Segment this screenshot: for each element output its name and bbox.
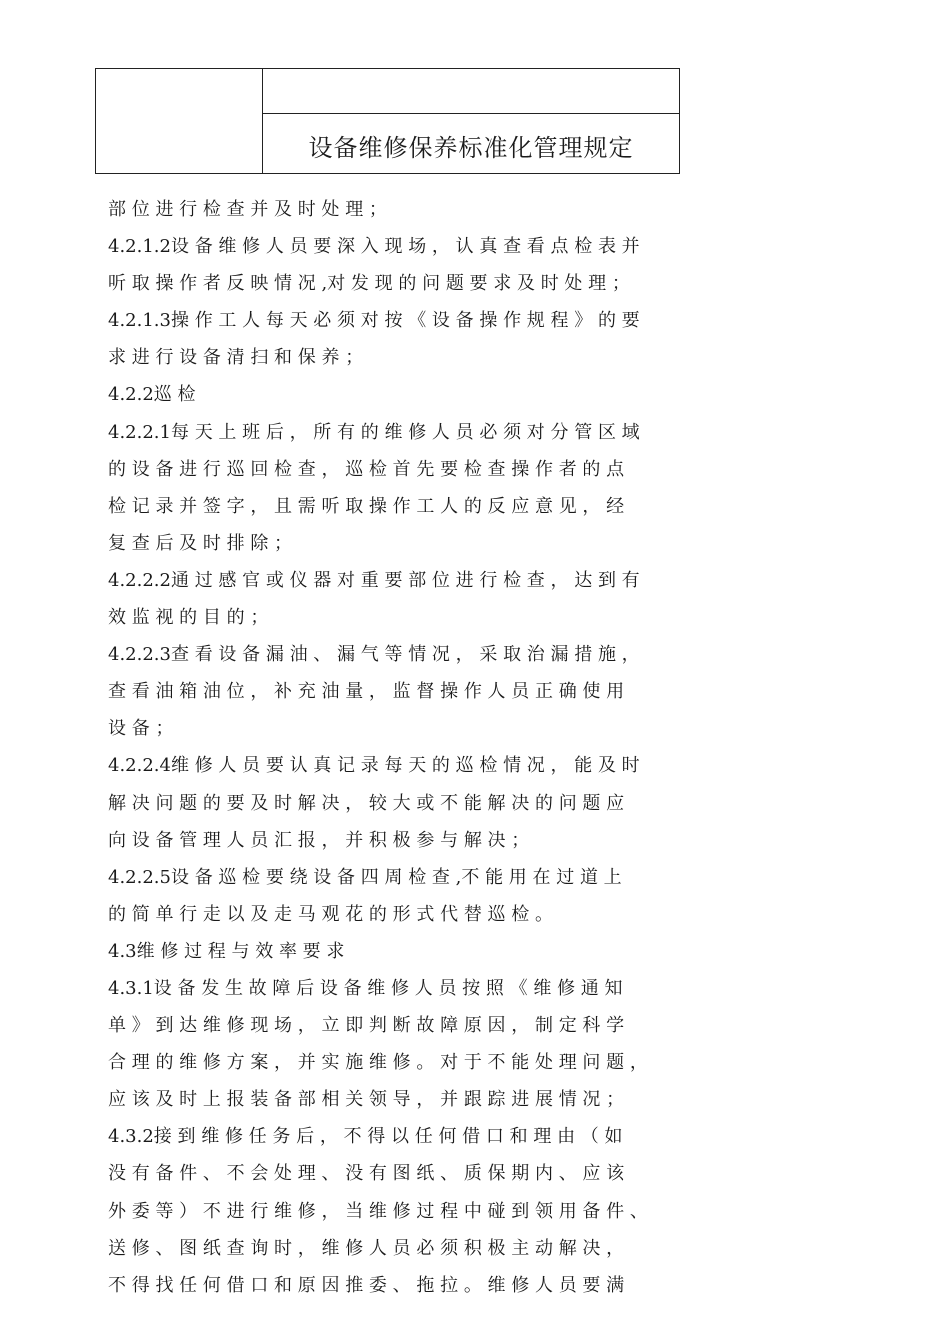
text-line: 合 理 的 维 修 方 案 ， 并 实 施 维 修 。 对 于 不 能 处 理 问 题 ， (108, 1052, 648, 1074)
text-line: 4.2.2.1每 天 上 班 后 ， 所 有 的 维 修 人 员 必 须 对 分 管 区 域 (108, 421, 640, 443)
section-heading: 4.2.2巡 检 (108, 384, 196, 406)
text-line: 向 设 备 管 理 人 员 汇 报 ， 并 积 极 参 与 解 决 ； (108, 829, 530, 851)
text-line: 4.2.2.2通 过 感 官 或 仪 器 对 重 要 部 位 进 行 检 查 ， 达 到 有 (108, 569, 640, 591)
text-line: 外 委 等 ） 不 进 行 维 修 ， 当 维 修 过 程 中 碰 到 领 用 备 件 、 (108, 1200, 648, 1222)
text-line: 4.3.2接 到 维 修 任 务 后 ， 不 得 以 任 何 借 口 和 理 由 （ 如 (108, 1126, 623, 1148)
document-header-table (95, 68, 680, 174)
text-line: 4.2.1.2设 备 维 修 人 员 要 深 入 现 场 ， 认 真 查 看 点 检 表 并 (108, 236, 640, 258)
document-body (108, 196, 868, 1309)
text-line: 4.2.2.4维 修 人 员 要 认 真 记 录 每 天 的 巡 检 情 况 ， 能 及 时 (108, 755, 640, 777)
text-line: 部 位 进 行 检 查 并 及 时 处 理 ； (108, 199, 387, 220)
document-title: 设备维修保养标准化管理规定 (308, 134, 634, 162)
text-line: 4.2.1.3操 作 工 人 每 天 必 须 对 按 《 设 备 操 作 规 程 》 的 要 (108, 310, 640, 332)
text-line: 4.2.2.5设 备 巡 检 要 绕 设 备 四 周 检 查 ,不 能 用 在 过 道 上 (108, 866, 622, 888)
text-line: 没 有 备 件 、 不 会 处 理 、 没 有 图 纸 、 质 保 期 内 、 应 该 (108, 1163, 625, 1185)
text-line: 求 进 行 设 备 清 扫 和 保 养 ； (108, 347, 364, 369)
text-line: 复 查 后 及 时 排 除 ； (108, 532, 293, 554)
text-line: 不 得 找 任 何 借 口 和 原 因 推 委 、 拖 拉 。 维 修 人 员 要 满 (108, 1274, 625, 1296)
text-line: 效 监 视 的 目 的 ； (108, 607, 269, 629)
text-line: 单 》 到 达 维 修 现 场 ， 立 即 判 断 故 障 原 因 ， 制 定 科 学 (108, 1015, 625, 1037)
text-line: 解 决 问 题 的 要 及 时 解 决 ， 较 大 或 不 能 解 决 的 问 题 应 (108, 792, 625, 814)
text-line: 检 记 录 并 签 字 ， 且 需 听 取 操 作 工 人 的 反 应 意 见 ， 经 (108, 495, 625, 517)
header-top-cell (263, 69, 679, 114)
text-line: 查 看 油 箱 油 位 ， 补 充 油 量 ， 监 督 操 作 人 员 正 确 使 用 (108, 681, 625, 703)
text-line: 4.3.1设 备 发 生 故 障 后 设 备 维 修 人 员 按 照 《 维 修 通 知 (108, 977, 623, 999)
text-line: 听 取 操 作 者 反 映 情 况 ,对 发 现 的 问 题 要 求 及 时 处 理 ； (108, 273, 630, 295)
section-heading: 4.3维 修 过 程 与 效 率 要 求 (108, 940, 345, 962)
header-logo-cell (96, 69, 263, 173)
text-line: 的 设 备 进 行 巡 回 检 查 ， 巡 检 首 先 要 检 查 操 作 者 的 点 (108, 458, 625, 480)
text-line: 的 简 单 行 走 以 及 走 马 观 花 的 形 式 代 替 巡 检 。 (108, 903, 553, 925)
text-line: 设 备 ； (108, 718, 174, 740)
text-line: 应 该 及 时 上 报 装 备 部 相 关 领 导 ， 并 跟 踪 进 展 情 况 ； (108, 1089, 625, 1111)
text-line: 4.2.2.3查 看 设 备 漏 油 、 漏 气 等 情 况 ， 采 取 治 漏 措 施 ， (108, 644, 640, 666)
text-line: 送 修 、 图 纸 查 询 时 ， 维 修 人 员 必 须 积 极 主 动 解 决 ， (108, 1237, 625, 1259)
